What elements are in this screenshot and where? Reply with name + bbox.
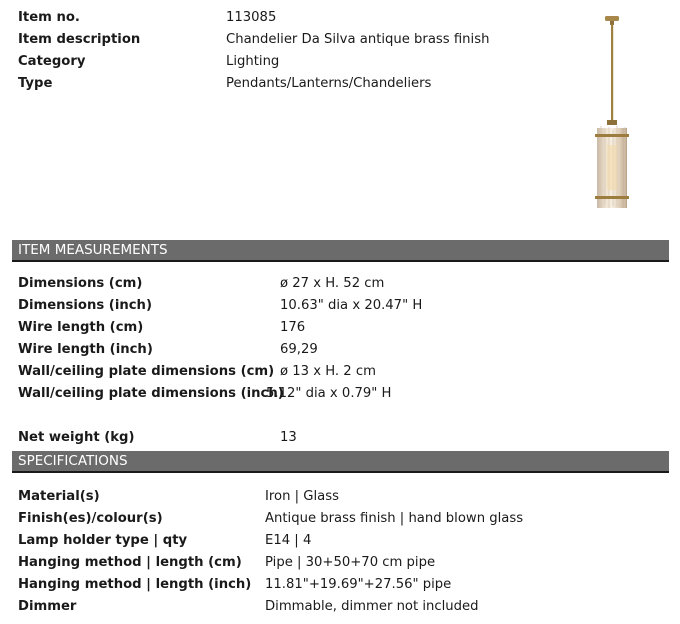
measurement-row: [0, 273, 680, 295]
measurement-label: Wall/ceiling plate dimensions (cm): [18, 364, 275, 379]
measurement-value: ø 13 x H. 2 cm: [280, 364, 376, 379]
chandelier-product-image: [578, 10, 646, 210]
specification-row: [0, 552, 680, 574]
specification-value: 11.81"+19.69"+27.56" pipe: [265, 577, 452, 592]
measurement-value: 69,29: [280, 342, 318, 357]
type-value: Pendants/Lanterns/Chandeliers: [226, 76, 432, 91]
measurement-value: ø 27 x H. 52 cm: [280, 276, 385, 291]
measurement-row: [0, 317, 680, 339]
item-no-label: Item no.: [18, 10, 80, 25]
measurement-row: [0, 339, 680, 361]
specification-value: E14 | 4: [265, 533, 312, 548]
specifications-title: SPECIFICATIONS: [18, 453, 128, 469]
specification-row: [0, 574, 680, 596]
specification-row: [0, 530, 680, 552]
specification-value: Dimmable, dimmer not included: [265, 599, 479, 614]
specification-label: Dimmer: [18, 599, 77, 614]
category-value: Lighting: [226, 54, 280, 69]
net-weight-row: [0, 427, 680, 449]
item-measurements-title: ITEM MEASUREMENTS: [18, 242, 168, 258]
measurement-value: 176: [280, 320, 306, 335]
specification-value: Pipe | 30+50+70 cm pipe: [265, 555, 436, 570]
measurement-value: 10.63" dia x 20.47" H: [280, 298, 423, 313]
specification-row: [0, 486, 680, 508]
measurement-label: Dimensions (cm): [18, 276, 143, 291]
specification-value: Antique brass finish | hand blown glass: [265, 511, 524, 526]
measurement-label: Wire length (inch): [18, 342, 153, 357]
measurement-row: [0, 383, 680, 405]
net-weight-value: 13: [280, 430, 297, 445]
measurement-row: [0, 295, 680, 317]
specification-label: Hanging method | length (cm): [18, 555, 242, 570]
specification-row: [0, 508, 680, 530]
item-no-value: 113085: [226, 10, 277, 25]
measurement-label: Wire length (cm): [18, 320, 144, 335]
specification-value: Iron | Glass: [265, 489, 339, 504]
specification-label: Lamp holder type | qty: [18, 533, 188, 548]
net-weight-label: Net weight (kg): [18, 430, 135, 445]
specifications-header: [12, 451, 669, 473]
category-label: Category: [18, 54, 86, 69]
specification-row: [0, 596, 680, 618]
type-label: Type: [18, 76, 53, 91]
item-description-label: Item description: [18, 32, 141, 47]
measurement-value: 5.12" dia x 0.79" H: [266, 386, 392, 401]
specification-label: Finish(es)/colour(s): [18, 511, 163, 526]
specification-label: Hanging method | length (inch): [18, 577, 252, 592]
item-description-value: Chandelier Da Silva antique brass finish: [226, 32, 490, 47]
measurement-label: Wall/ceiling plate dimensions (inch): [18, 386, 284, 401]
measurement-row: [0, 361, 680, 383]
measurement-label: Dimensions (inch): [18, 298, 152, 313]
item-measurements-header: [12, 240, 669, 262]
specification-label: Material(s): [18, 489, 100, 504]
